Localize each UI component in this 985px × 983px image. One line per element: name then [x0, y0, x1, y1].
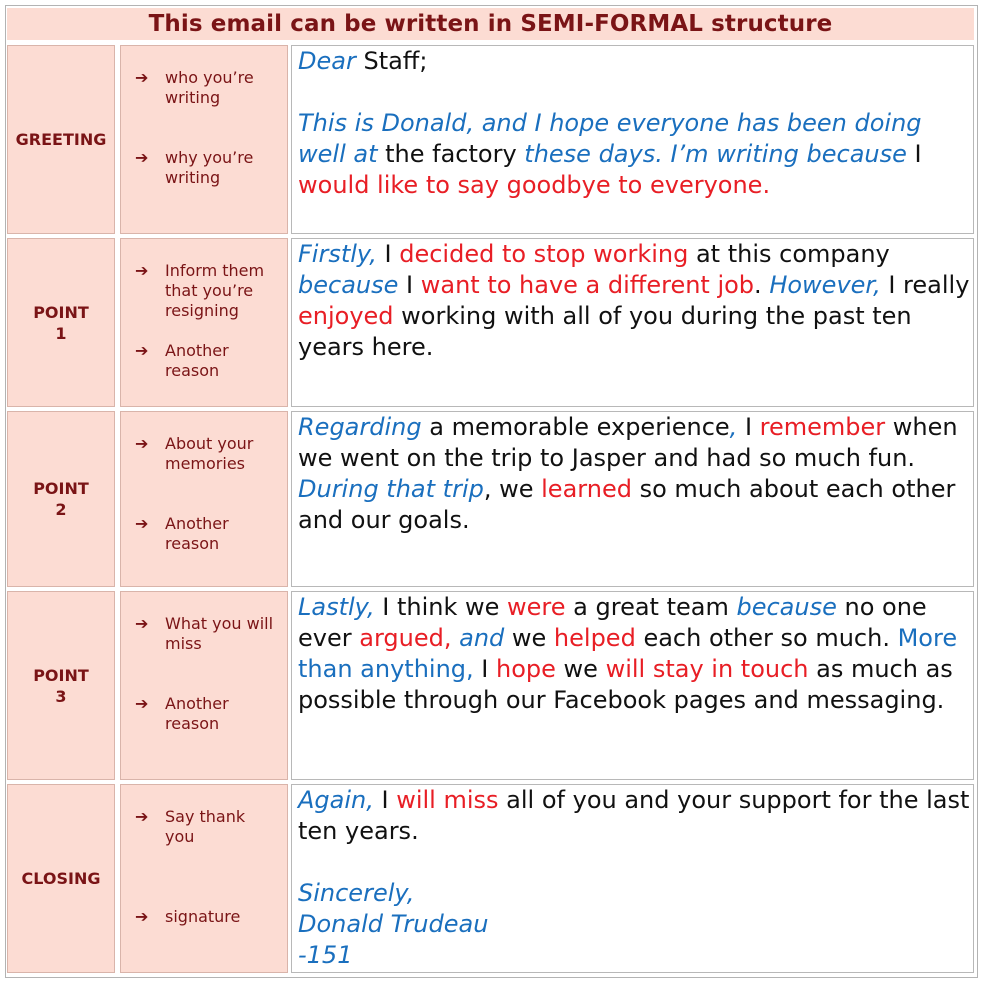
email-paragraph	[298, 878, 973, 909]
email-text-segment: ,	[729, 413, 738, 441]
email-text-segment: Donald Trudeau	[298, 910, 489, 938]
email-text-segment: all of you and your support for the last ten years.	[298, 786, 970, 845]
section-point-3	[7, 591, 974, 780]
email-text-segment: Firstly,	[298, 240, 377, 268]
email-text-segment: the factory	[377, 140, 525, 168]
email-text-segment: because	[736, 593, 837, 621]
hint-text: Another reason	[165, 341, 229, 380]
hint-text: Another reason	[165, 514, 229, 553]
hint-item	[135, 148, 275, 188]
email-text-segment: Regarding	[298, 413, 422, 441]
email-text-segment: at this company	[688, 240, 890, 268]
email-text-segment: will miss	[396, 786, 499, 814]
arrow-icon: ➔	[135, 807, 149, 826]
label-line: 1	[55, 323, 67, 343]
hint-text: What you will miss	[165, 614, 274, 653]
email-body-point-3	[291, 591, 974, 780]
hint-item	[135, 434, 275, 474]
hint-text: Inform them that you’re resigning	[165, 261, 265, 320]
email-text-segment: enjoyed	[298, 302, 394, 330]
email-text-segment: More than anything,	[298, 624, 958, 683]
arrow-icon: ➔	[135, 148, 149, 167]
email-paragraph	[298, 592, 973, 716]
email-body-point-2	[291, 411, 974, 587]
arrow-icon: ➔	[135, 68, 149, 87]
email-text-segment: argued,	[359, 624, 452, 652]
section-label	[7, 591, 115, 780]
hint-text: who you’re writing	[165, 68, 254, 107]
email-text-segment: each other so much.	[635, 624, 898, 652]
email-text-segment: these days. I’m writing because	[524, 140, 907, 168]
section-closing	[7, 784, 974, 973]
hint-item	[135, 807, 275, 847]
email-text-segment: so much about each other and our goals.	[298, 475, 956, 534]
label-line: GREETING	[15, 130, 107, 149]
section-label	[7, 238, 115, 407]
email-text-segment: This is Donald, and I hope everyone has been doing well at	[298, 109, 922, 168]
email-text-segment: will stay in touch	[605, 655, 809, 683]
hint-column	[120, 238, 288, 407]
label-line: POINT	[33, 479, 89, 498]
arrow-icon: ➔	[135, 614, 149, 633]
email-text-segment: During that trip	[298, 475, 484, 503]
hint-text: signature	[165, 907, 241, 926]
email-paragraph	[298, 940, 973, 971]
email-text-segment: no one ever	[298, 593, 927, 652]
hint-item	[135, 907, 275, 927]
email-paragraph	[298, 77, 973, 108]
email-text-segment: I think we	[374, 593, 508, 621]
email-text-segment: Sincerely,	[298, 879, 415, 907]
email-paragraph	[298, 239, 973, 363]
email-text-segment: I	[398, 271, 421, 299]
email-text-segment: helped	[553, 624, 636, 652]
email-text-segment: However,	[769, 271, 881, 299]
label-line: POINT	[33, 302, 89, 322]
email-text-segment: were	[507, 593, 566, 621]
section-point-1	[7, 238, 974, 407]
email-text-segment: Lastly,	[298, 593, 375, 621]
email-text-segment: working with all of you during the past ten years here.	[298, 302, 912, 361]
arrow-icon: ➔	[135, 907, 149, 926]
arrow-icon: ➔	[135, 434, 149, 453]
email-text-segment: Again,	[298, 786, 374, 814]
email-body-point-1	[291, 238, 974, 407]
section-label	[7, 784, 115, 973]
email-text-segment: I	[906, 140, 922, 168]
page-title: This email can be written in SEMI-FORMAL structure	[7, 8, 974, 40]
label-line: POINT	[33, 665, 89, 685]
email-text-segment: remember	[759, 413, 886, 441]
hint-text: Say thank you	[165, 807, 246, 846]
hint-text: Another reason	[165, 694, 229, 733]
email-text-segment: I	[473, 655, 496, 683]
email-text-segment: I	[373, 786, 397, 814]
hint-text: About your memories	[165, 434, 254, 473]
section-point-2	[7, 411, 974, 587]
hint-item	[135, 614, 275, 654]
email-text-segment: learned	[541, 475, 632, 503]
email-paragraph	[298, 847, 973, 878]
email-text-segment: .	[754, 271, 770, 299]
email-paragraph	[298, 412, 973, 536]
email-text-segment: , we	[483, 475, 542, 503]
email-text-segment: we	[555, 655, 606, 683]
email-body-greeting	[291, 45, 974, 234]
label-line: 3	[55, 686, 67, 706]
email-text-segment: decided to stop working	[399, 240, 689, 268]
email-paragraph	[298, 108, 973, 201]
email-text-segment: a great team	[565, 593, 737, 621]
arrow-icon: ➔	[135, 341, 149, 360]
email-text-segment: as much as possible through our Facebook pages and messaging.	[298, 655, 953, 714]
email-text-segment: Dear	[298, 47, 356, 75]
email-text-segment: I	[737, 413, 760, 441]
email-paragraph	[298, 46, 973, 77]
hint-item	[135, 694, 275, 734]
email-text-segment: when we went on the trip to Jasper and had so much fun.	[298, 413, 958, 472]
hint-item	[135, 341, 275, 381]
email-text-segment: would like to say goodbye to everyone.	[298, 171, 771, 199]
section-label	[7, 411, 115, 587]
email-body-closing	[291, 784, 974, 973]
email-text-segment: hope	[496, 655, 556, 683]
email-text-segment: -151	[298, 941, 353, 969]
arrow-icon: ➔	[135, 694, 149, 713]
email-text-segment: I really	[880, 271, 970, 299]
hint-item	[135, 514, 275, 554]
hint-text: why you’re writing	[165, 148, 254, 187]
hint-column	[120, 411, 288, 587]
hint-item	[135, 261, 275, 321]
email-text-segment: I	[376, 240, 400, 268]
label-line: CLOSING	[21, 869, 101, 888]
email-paragraph	[298, 785, 973, 847]
hint-item	[135, 68, 275, 108]
section-label	[7, 45, 115, 234]
label-line: 2	[55, 500, 67, 519]
hint-column	[120, 45, 288, 234]
email-text-segment: and	[459, 624, 505, 652]
email-text-segment: Staff;	[355, 47, 428, 75]
arrow-icon: ➔	[135, 514, 149, 533]
email-text-segment: because	[298, 271, 399, 299]
email-text-segment	[451, 624, 459, 652]
hint-column	[120, 591, 288, 780]
email-paragraph	[298, 909, 973, 940]
hint-column	[120, 784, 288, 973]
email-text-segment: we	[504, 624, 554, 652]
arrow-icon: ➔	[135, 261, 149, 280]
email-text-segment: want to have a different job	[420, 271, 755, 299]
email-text-segment: a memorable experience	[421, 413, 730, 441]
section-greeting	[7, 45, 974, 234]
